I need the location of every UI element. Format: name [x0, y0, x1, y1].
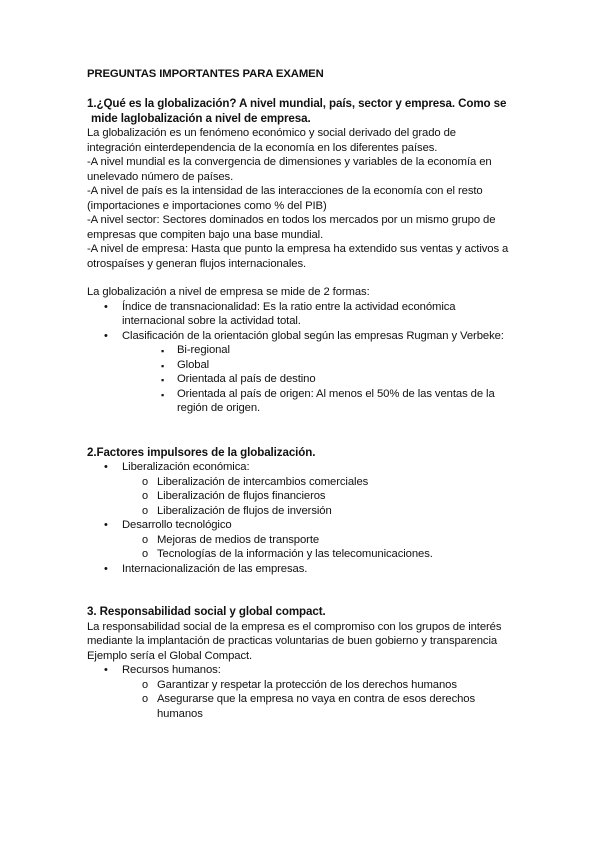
list-item-text: Tecnologías de la información y las telecomunicaciones. — [157, 548, 433, 560]
list-item — [122, 533, 520, 548]
list-item-text: Orientada al país de origen: Al menos el 50% de las ventas de la región de origen. — [177, 387, 495, 414]
section-1-measure-intro: La globalización a nivel de empresa se mide de 2 formas: — [87, 286, 370, 298]
section-2-heading: 2.Factores impulsores de la globalización. — [87, 445, 316, 459]
list-item — [87, 329, 520, 416]
list-item — [122, 504, 520, 519]
section-1-paragraph-line: -A nivel sector: Sectores dominados en todos los mercados por un mismo grupo de — [87, 214, 496, 226]
list-item — [157, 358, 520, 373]
section-1-paragraph-line: -A nivel de empresa: Hasta que punto la empresa ha extendido sus ventas y activos a — [87, 243, 509, 255]
bullet-icon: • — [104, 664, 108, 676]
list-item-text: Garantizar y respetar la protección de los derechos humanos — [157, 678, 457, 691]
bullet-icon: • — [104, 300, 108, 313]
section-1-paragraph-line: -A nivel de país es la intensidad de las interacciones de la economía con el resto — [87, 185, 483, 197]
circle-bullet-icon: o — [142, 533, 149, 546]
section-3-list — [87, 663, 520, 721]
square-bullet-icon: ▪ — [161, 375, 165, 385]
list-item — [122, 475, 520, 490]
square-bullet-icon: ▪ — [161, 346, 165, 356]
list-item-text: Mejoras de medios de transporte — [157, 533, 320, 546]
square-bullet-icon: ▪ — [161, 360, 165, 371]
list-item — [122, 692, 520, 721]
circle-bullet-icon: o — [142, 678, 149, 691]
sublist — [122, 533, 520, 562]
bullet-icon: • — [104, 519, 108, 531]
list-item — [87, 663, 520, 721]
section-3-heading: 3. Responsabilidad social y global compact. — [87, 605, 326, 618]
section-3 — [87, 605, 520, 721]
section-1-heading-line-1: 1.¿Qué es la globalización? A nivel mundial, país, sector y empresa. Como se — [87, 97, 507, 110]
list-item — [87, 460, 520, 518]
section-1-paragraph-line: integración einterdependencia de la economía en los diferentes países. — [87, 141, 438, 154]
bullet-icon: • — [104, 329, 108, 342]
section-3-paragraph-line: La responsabilidad social de la empresa es el compromiso con los grupos de interés — [87, 620, 502, 633]
list-item-text: Orientada al país de destino — [177, 373, 316, 385]
list-item — [87, 562, 520, 577]
circle-bullet-icon: o — [142, 490, 149, 502]
bullet-icon: • — [104, 461, 108, 473]
circle-bullet-icon: o — [142, 504, 149, 517]
section-1-paragraph-line: unelevado número de países. — [87, 170, 234, 183]
circle-bullet-icon: o — [142, 475, 149, 488]
list-item-text: Liberalización de flujos financieros — [157, 490, 326, 502]
list-item-text: Asegurarse que la empresa no vaya en contra de esos derechos humanos — [157, 693, 476, 720]
list-item — [157, 372, 520, 387]
list-item-text: Liberalización de intercambios comerciales — [157, 475, 369, 488]
section-2-list — [87, 460, 520, 576]
section-3-paragraph-line: Ejemplo sería el Global Compact. — [87, 649, 253, 662]
section-2 — [87, 446, 520, 577]
list-item — [157, 387, 520, 416]
circle-bullet-icon: o — [142, 548, 149, 560]
list-item — [122, 678, 520, 693]
list-item-text: Índice de transnacionalidad: Es la ratio entre la actividad económica internacional sobre la actividad total. — [122, 300, 456, 327]
square-bullet-icon: ▪ — [161, 389, 165, 400]
sublist — [122, 678, 520, 722]
section-1-measure-list — [87, 300, 520, 416]
list-item-text: Bi-regional — [177, 344, 230, 356]
list-item-text: Global — [177, 358, 210, 371]
orientation-sublist — [157, 343, 520, 416]
list-item — [87, 518, 520, 562]
section-1-paragraph-line: otrospaíses y generan flujos internacionales. — [87, 257, 307, 270]
section-1-paragraph-line: -A nivel mundial es la convergencia de dimensiones y variables de la economía en — [87, 156, 492, 168]
section-1-heading-line-2: mide laglobalización a nivel de empresa. — [91, 111, 311, 125]
section-1-paragraph-line: empresas que compiten bajo una base mundial. — [87, 228, 324, 241]
list-item-text: Recursos humanos: — [122, 664, 221, 676]
bullet-icon: • — [104, 562, 108, 575]
list-item — [122, 547, 520, 562]
list-item-text: Liberalización de flujos de inversión — [157, 504, 332, 517]
list-item-text: Liberalización económica: — [122, 461, 250, 473]
list-item — [122, 489, 520, 504]
sublist — [122, 475, 520, 519]
list-item-text: Desarrollo tecnológico — [122, 519, 232, 531]
circle-bullet-icon: o — [142, 693, 149, 705]
section-1 — [87, 97, 520, 416]
section-1-paragraph-line: (importaciones e importaciones como % del PIB) — [87, 199, 327, 212]
section-1-paragraph-line: La globalización es un fenómeno económico y social derivado del grado de — [87, 127, 456, 139]
document-title: PREGUNTAS IMPORTANTES PARA EXAMEN — [87, 68, 324, 80]
list-item-text: Internacionalización de las empresas. — [122, 562, 308, 575]
list-item-text: Clasificación de la orientación global según las empresas Rugman y Verbeke: — [122, 329, 504, 342]
list-item — [157, 343, 520, 358]
list-item — [87, 300, 520, 329]
section-3-paragraph-line: mediante la implantación de practicas voluntarias de buen gobierno y transparencia — [87, 635, 498, 647]
